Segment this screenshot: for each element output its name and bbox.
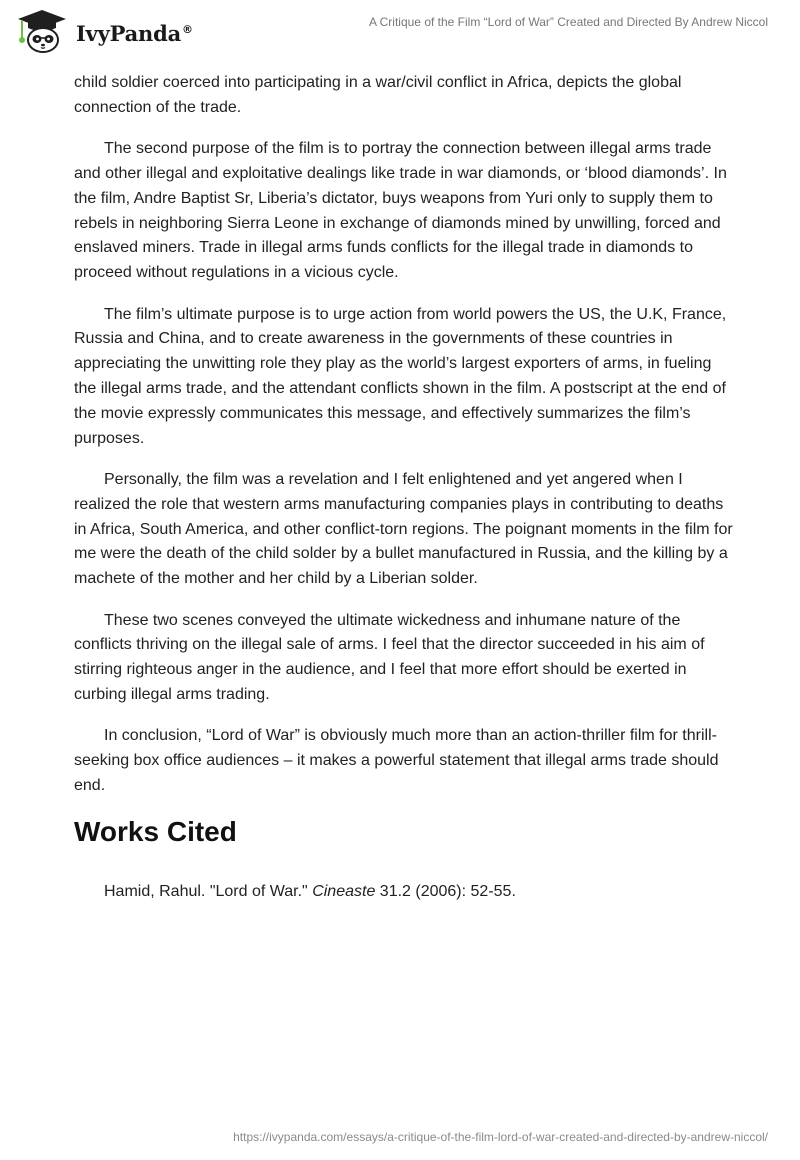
paragraph-two-scenes: These two scenes conveyed the ultimate wickedness and inhumane nature of the conflicts thriving on the illegal sale of arms. I feel that the director succeeded in his aim of stirring righteous anger in the audience, and I feel that more effort should be exerted in curbing illegal arms trading. bbox=[74, 611, 705, 703]
citation-journal: Cineaste bbox=[312, 883, 376, 901]
paragraph-ultimate-purpose: The film’s ultimate purpose is to urge action from world powers the US, the U.K, France, Russia and China, and to create awareness in the governments of these countries in appreciating the unwitting role they play as the world’s largest exporters of arms, in fueling the illegal arms trade, and the attendant conflicts shown in the film. A postscript at the end of the movie expressly communicates this message, and effectively summarizes the film’s purposes. bbox=[74, 305, 727, 447]
works-cited-heading: Works Cited bbox=[74, 816, 237, 848]
essay-body bbox=[74, 71, 734, 922]
citation-volume-pages: 31.2 (2006): 52-55. bbox=[375, 883, 516, 901]
logo-wordmark: IvyPanda® bbox=[76, 20, 193, 46]
citation-entry bbox=[74, 880, 734, 905]
page-header bbox=[0, 0, 800, 60]
paragraph-conclusion: In conclusion, “Lord of War” is obviously much more than an action-thriller film for thrill-seeking box office audiences – it makes a powerful statement that illegal arms trade should end. bbox=[74, 727, 719, 794]
document-title: A Critique of the Film “Lord of War” Created and Directed By Andrew Niccol bbox=[368, 15, 768, 29]
ivypanda-logo[interactable] bbox=[14, 8, 193, 54]
panda-graduation-cap-icon bbox=[14, 8, 70, 54]
registered-mark: ® bbox=[182, 22, 193, 36]
citation-author-title: Hamid, Rahul. "Lord of War." bbox=[104, 883, 313, 901]
paragraph-second-purpose: The second purpose of the film is to portray the connection between illegal arms trade and other illegal and exploitative dealings like trade in war diamonds, or ‘blood diamonds’. In the film, Andre Baptist Sr, Liberia’s dictator, buys weapons from Yuri only to supply them to rebels in neighboring Sierra Leone in exchange of diamonds mined by unwilling, forced and enslaved miners. Trade in illegal arms funds conflicts for the illegal trade in diamonds to proceed without regulations in a vicious cycle. bbox=[74, 140, 727, 282]
source-url[interactable]: https://ivypanda.com/essays/a-critique-of-the-film-lord-of-war-created-and-directed-by-andrew-niccol/ bbox=[233, 1130, 768, 1144]
paragraph-continuation: child soldier coerced into participating in a war/civil conflict in Africa, depicts the global connection of the trade. bbox=[74, 74, 682, 116]
paragraph-personal-reflection: Personally, the film was a revelation and I felt enlightened and yet angered when I realized the role that western arms manufacturing companies plays in contributing to deaths in Africa, South America, and other conflict-torn regions. The poignant moments in the film for me were the death of the child solder by a bullet manufactured in Russia, and the killing by a machete of the mother and her child by a Liberian solder. bbox=[74, 470, 733, 588]
